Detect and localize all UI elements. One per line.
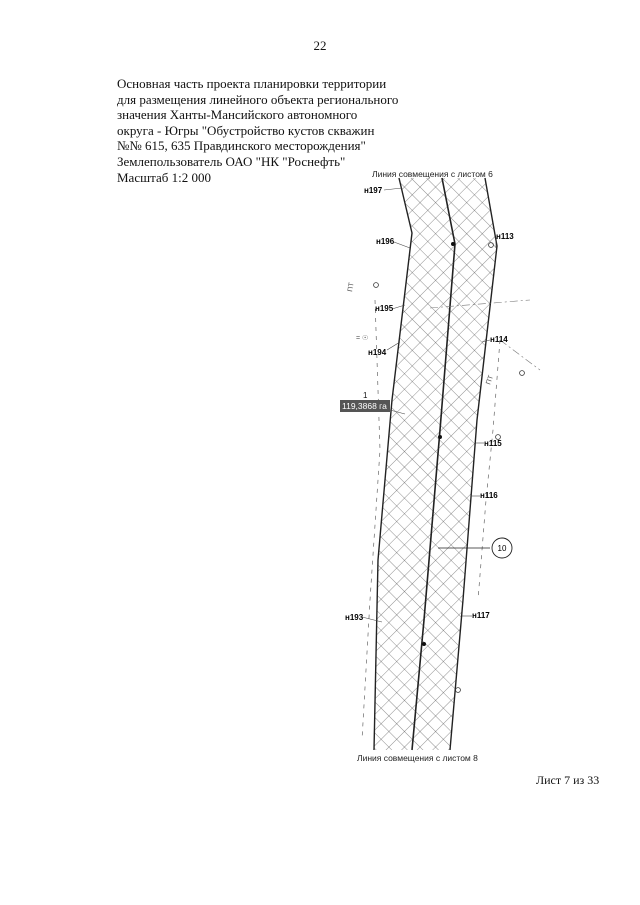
point-label-n113: н113 xyxy=(496,232,514,241)
parcel-number: 1 xyxy=(363,391,368,400)
title-line: значения Ханты-Мансийского автономного xyxy=(117,107,358,123)
top-match-line-label: Линия совмещения с листом 6 xyxy=(372,169,493,179)
point-label-n116: н116 xyxy=(480,491,498,500)
point-label-n194: н194 xyxy=(368,348,387,357)
title-line: Основная часть проекта планировки территории xyxy=(117,76,387,91)
centerline-marker xyxy=(451,242,455,246)
parcel-area: 119,3868 га xyxy=(342,401,387,411)
point-label-n115: н115 xyxy=(484,439,502,448)
point-label-n114: н114 xyxy=(490,335,508,344)
bottom-match-line-label: Линия совмещения с листом 8 xyxy=(357,753,478,763)
survey-note: ПТ xyxy=(485,374,496,386)
title-line: для размещения линейного объекта регионального xyxy=(117,91,399,107)
point-label-n117: н117 xyxy=(472,611,490,620)
sheet-number: Лист 7 из 33 xyxy=(536,773,600,787)
survey-note: = ☉ xyxy=(356,335,369,342)
page-number: 22 xyxy=(313,38,327,53)
corridor-hatched-area xyxy=(374,178,497,750)
centerline-marker xyxy=(422,642,426,646)
leader-line xyxy=(394,242,410,248)
survey-symbol xyxy=(374,283,379,288)
survey-symbol xyxy=(456,688,461,693)
scale-line: Масштаб 1:2 000 xyxy=(117,169,211,185)
point-label-n196: н196 xyxy=(376,237,395,246)
callout-number: 10 xyxy=(497,544,507,553)
point-label-n195: н195 xyxy=(375,304,394,313)
land-user-line: Землепользователь ОАО "НК "Роснефть" xyxy=(117,153,346,169)
dash-dot-line xyxy=(500,340,540,370)
title-line: округа - Югры "Обустройство кустов скважин xyxy=(117,122,375,138)
leader-line xyxy=(384,188,402,190)
point-label-n193: н193 xyxy=(345,613,364,622)
survey-note: ПТ xyxy=(347,281,356,293)
survey-symbol xyxy=(520,371,525,376)
centerline-marker xyxy=(438,435,442,439)
point-label-n197: н197 xyxy=(364,186,383,195)
title-line: №№ 615, 635 Правдинского месторождения" xyxy=(117,138,366,154)
